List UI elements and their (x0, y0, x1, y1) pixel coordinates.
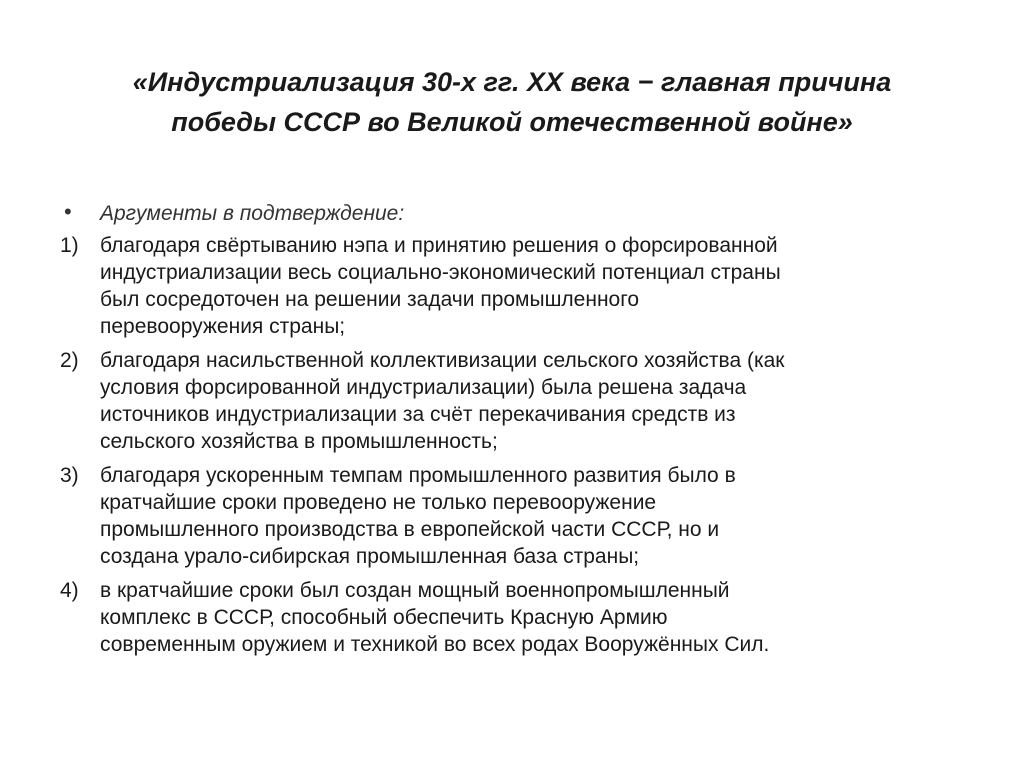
bullet-marker: • (64, 199, 72, 224)
list-item-3 (60, 462, 980, 570)
item-line: создана урало-сибирская промышленная база страны; (100, 545, 640, 568)
title-line-2: победы СССР во Великой отечественной войне» (171, 107, 853, 137)
bullet-item (60, 200, 980, 227)
item-number: 1) (60, 234, 79, 257)
item-line: был сосредоточен на решении задачи промышленного (100, 288, 640, 311)
item-line: условия форсированной индустриализации) была решена задача (100, 376, 747, 399)
slide-title (60, 62, 964, 142)
list-item-2 (60, 347, 980, 455)
item-number: 2) (60, 349, 79, 372)
bullet-text: Аргументы в подтверждение: (100, 202, 405, 225)
item-line: промышленного производства в европейской части СССР, но и (100, 518, 720, 541)
slide-content (60, 200, 980, 665)
item-line: современным оружием и техникой во всех родах Вооружённых Сил. (100, 633, 770, 656)
item-line: комплекс в СССР, способный обеспечить Красную Армию (100, 606, 668, 629)
list-item-1 (60, 232, 980, 340)
item-line: в кратчайшие сроки был создан мощный военнопромышленный (100, 579, 730, 602)
title-line-1: «Индустриализация 30-х гг. XX века − главная причина (132, 67, 892, 97)
list-item-4 (60, 577, 980, 658)
item-number: 4) (60, 579, 79, 602)
item-line: благодаря ускоренным темпам промышленного развития было в (100, 464, 736, 487)
item-line: кратчайшие сроки проведено не только перевооружение (100, 491, 657, 514)
item-line: сельского хозяйства в промышленность; (100, 430, 498, 453)
item-number: 3) (60, 464, 79, 487)
item-line: перевооружения страны; (100, 315, 346, 338)
item-line: индустриализации весь социально-экономический потенциал страны (100, 261, 781, 284)
item-line: благодаря свёртыванию нэпа и принятию решения о форсированной (100, 234, 778, 257)
item-line: благодаря насильственной коллективизации сельского хозяйства (как (100, 349, 785, 372)
item-line: источников индустриализации за счёт перекачивания средств из (100, 403, 736, 426)
